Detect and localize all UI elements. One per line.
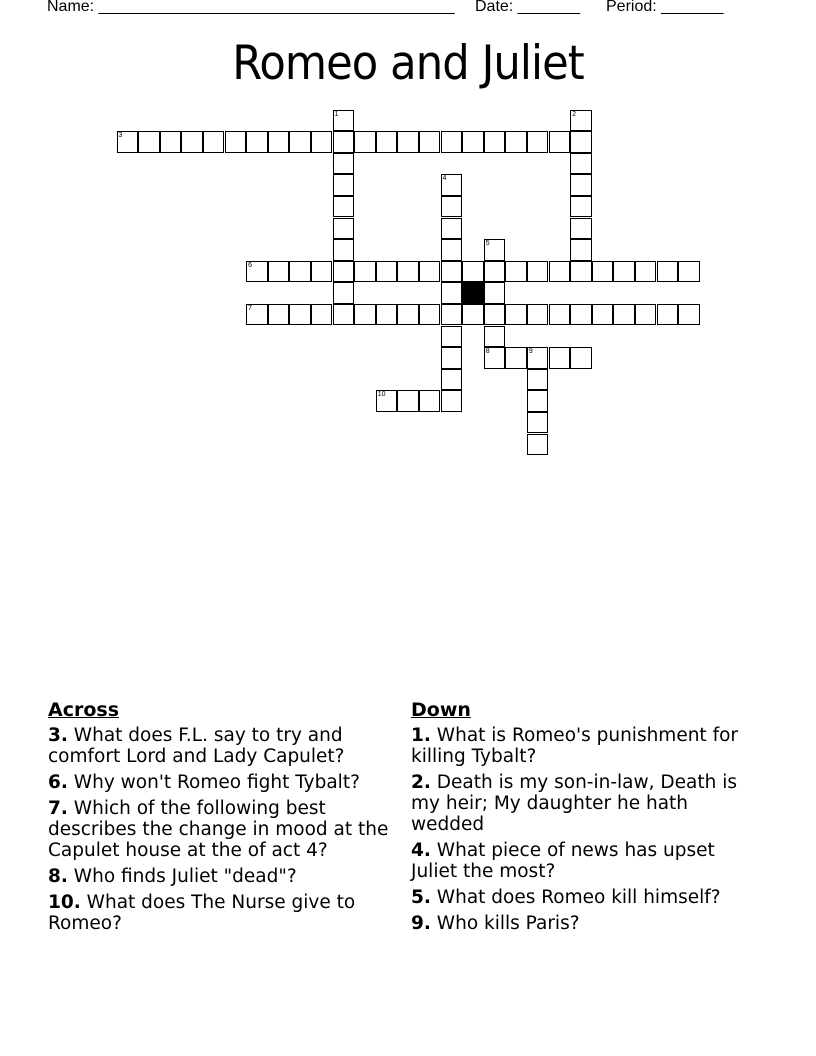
grid-cell[interactable] — [570, 110, 592, 132]
grid-cell[interactable] — [484, 326, 506, 348]
cell-number: 3 — [118, 132, 123, 140]
grid-cell[interactable] — [246, 131, 268, 153]
grid-cell[interactable] — [311, 304, 333, 326]
grid-cell[interactable] — [527, 304, 549, 326]
grid-cell[interactable] — [419, 390, 441, 412]
clue-down-1 — [411, 725, 761, 767]
grid-cell[interactable] — [570, 347, 592, 369]
grid-cell[interactable] — [441, 131, 463, 153]
grid-cell[interactable] — [657, 261, 679, 283]
clue-text: Who finds Juliet "dead"? — [73, 866, 297, 887]
grid-cell[interactable] — [484, 261, 506, 283]
grid-cell[interactable] — [635, 304, 657, 326]
grid-cell[interactable] — [441, 347, 463, 369]
clue-number: 7. — [48, 798, 68, 819]
grid-cell[interactable] — [441, 282, 463, 304]
clue-across-8 — [48, 866, 398, 887]
grid-cell[interactable] — [484, 131, 506, 153]
cell-number: 6 — [248, 261, 252, 269]
grid-cell[interactable] — [354, 261, 376, 283]
grid-cell[interactable] — [333, 239, 355, 261]
grid-cell[interactable] — [505, 347, 527, 369]
clue-down-2 — [411, 772, 761, 835]
grid-cell[interactable] — [376, 304, 398, 326]
grid-cell[interactable] — [635, 261, 657, 283]
across-heading: Across — [48, 699, 120, 721]
grid-cell[interactable] — [527, 347, 549, 369]
grid-cell[interactable] — [333, 196, 355, 218]
grid-cell[interactable] — [570, 153, 592, 175]
grid-cell[interactable] — [268, 304, 290, 326]
grid-cell[interactable] — [333, 131, 355, 153]
clue-text: What does F.L. say to try and comfort Lord and Lady Capulet? — [48, 725, 345, 767]
grid-cell[interactable] — [678, 261, 700, 283]
grid-cell[interactable] — [484, 239, 506, 261]
cell-number: 9 — [528, 348, 533, 356]
grid-cell[interactable] — [527, 412, 549, 434]
grid-cell[interactable] — [527, 261, 549, 283]
clue-number: 8. — [48, 866, 68, 887]
cell-number: 10 — [377, 391, 386, 399]
grid-cell[interactable] — [246, 304, 268, 326]
clue-number: 3. — [48, 725, 68, 746]
cell-number: 2 — [572, 110, 576, 118]
grid-cell[interactable] — [570, 131, 592, 153]
clue-text: Who kills Paris? — [436, 913, 580, 934]
clue-down-5 — [411, 887, 761, 908]
grid-cell[interactable] — [527, 390, 549, 412]
clue-across-3 — [48, 725, 398, 767]
grid-cell[interactable] — [441, 218, 463, 240]
grid-cell[interactable] — [354, 304, 376, 326]
grid-cell[interactable] — [441, 390, 463, 412]
clue-number: 10. — [48, 892, 81, 913]
grid-cell[interactable] — [505, 131, 527, 153]
grid-cell[interactable] — [397, 304, 419, 326]
clue-text: Why won't Romeo fight Tybalt? — [73, 772, 360, 793]
grid-cell[interactable] — [462, 131, 484, 153]
clue-number: 5. — [411, 887, 431, 908]
grid-cell[interactable] — [505, 304, 527, 326]
grid-cell[interactable] — [333, 304, 355, 326]
grid-cell[interactable] — [570, 304, 592, 326]
grid-cell[interactable] — [549, 261, 571, 283]
grid-cell[interactable] — [592, 304, 614, 326]
grid-cell[interactable] — [613, 261, 635, 283]
grid-cell[interactable] — [268, 261, 290, 283]
grid-cell[interactable] — [354, 131, 376, 153]
grid-cell[interactable] — [527, 434, 549, 456]
grid-cell[interactable] — [441, 261, 463, 283]
grid-cell[interactable] — [527, 131, 549, 153]
grid-cell[interactable] — [570, 239, 592, 261]
cell-number: 8 — [485, 348, 490, 356]
clue-across-10 — [48, 892, 398, 934]
cell-number: 4 — [442, 175, 447, 183]
grid-cell[interactable] — [397, 261, 419, 283]
black-cell — [462, 282, 484, 304]
grid-cell[interactable] — [203, 131, 225, 153]
grid-cell[interactable] — [289, 261, 311, 283]
cell-number: 1 — [334, 110, 339, 118]
grid-cell[interactable] — [484, 282, 506, 304]
grid-cell[interactable] — [376, 390, 398, 412]
grid-cell[interactable] — [419, 131, 441, 153]
clue-down-9 — [411, 913, 761, 934]
clue-text: What does The Nurse give to Romeo? — [48, 892, 356, 934]
cell-number: 7 — [248, 304, 252, 312]
clue-text: What does Romeo kill himself? — [436, 887, 721, 908]
grid-cell[interactable] — [333, 153, 355, 175]
grid-cell[interactable] — [441, 196, 463, 218]
grid-cell[interactable] — [117, 131, 139, 153]
grid-cell[interactable] — [289, 304, 311, 326]
clue-text: Which of the following best describes the change in mood at the Capulet house at the of act 4? — [48, 798, 389, 861]
grid-cell[interactable] — [333, 174, 355, 196]
grid-cell[interactable] — [333, 261, 355, 283]
clue-text: What piece of news has upset Juliet the most? — [411, 840, 715, 882]
grid-cell[interactable] — [376, 261, 398, 283]
grid-cell[interactable] — [462, 261, 484, 283]
grid-cell[interactable] — [333, 218, 355, 240]
grid-cell[interactable] — [441, 239, 463, 261]
grid-cell[interactable] — [570, 174, 592, 196]
grid-cell[interactable] — [549, 347, 571, 369]
grid-cell[interactable] — [246, 261, 268, 283]
grid-cell[interactable] — [419, 304, 441, 326]
grid-cell[interactable] — [484, 304, 506, 326]
clue-number: 9. — [411, 913, 431, 934]
grid-cell[interactable] — [311, 261, 333, 283]
grid-cell[interactable] — [549, 304, 571, 326]
clue-number: 4. — [411, 840, 431, 861]
grid-cell[interactable] — [333, 110, 355, 132]
grid-cell[interactable] — [484, 347, 506, 369]
page-title: Romeo and Juliet — [232, 36, 584, 91]
crossword-grid — [117, 110, 717, 470]
grid-cell[interactable] — [311, 131, 333, 153]
grid-cell[interactable] — [570, 261, 592, 283]
grid-cell[interactable] — [462, 304, 484, 326]
grid-cell[interactable] — [570, 218, 592, 240]
date-field[interactable]: Date: _______ — [475, 0, 580, 15]
grid-cell[interactable] — [527, 369, 549, 391]
clue-number: 1. — [411, 725, 431, 746]
grid-cell[interactable] — [592, 261, 614, 283]
clue-number: 2. — [411, 772, 431, 793]
grid-cell[interactable] — [505, 261, 527, 283]
grid-cell[interactable] — [181, 131, 203, 153]
period-field[interactable]: Period: _______ — [606, 0, 724, 15]
grid-cell[interactable] — [441, 326, 463, 348]
clue-text: Death is my son-in-law, Death is my heir; My daughter he hath wedded — [411, 772, 737, 835]
grid-cell[interactable] — [678, 304, 700, 326]
grid-cell[interactable] — [441, 369, 463, 391]
grid-cell[interactable] — [397, 390, 419, 412]
grid-cell[interactable] — [376, 131, 398, 153]
grid-cell[interactable] — [441, 304, 463, 326]
grid-cell[interactable] — [549, 131, 571, 153]
grid-cell[interactable] — [441, 174, 463, 196]
grid-cell[interactable] — [138, 131, 160, 153]
clue-across-6 — [48, 772, 398, 793]
grid-cell[interactable] — [225, 131, 247, 153]
grid-cell[interactable] — [613, 304, 635, 326]
grid-cell[interactable] — [419, 261, 441, 283]
grid-cell[interactable] — [397, 131, 419, 153]
grid-cell[interactable] — [333, 282, 355, 304]
grid-cell[interactable] — [289, 131, 311, 153]
across-clues — [48, 700, 398, 939]
clue-across-7 — [48, 798, 398, 861]
name-field[interactable]: Name: ________________________________________ — [47, 0, 455, 15]
grid-cell[interactable] — [570, 196, 592, 218]
grid-cell[interactable] — [268, 131, 290, 153]
clue-down-4 — [411, 840, 761, 882]
down-clues — [411, 700, 761, 939]
grid-cell[interactable] — [160, 131, 182, 153]
grid-cell[interactable] — [657, 304, 679, 326]
clue-text: What is Romeo's punishment for killing Tybalt? — [411, 725, 739, 767]
down-heading: Down — [411, 699, 471, 721]
cell-number: 5 — [485, 240, 490, 248]
clue-number: 6. — [48, 772, 68, 793]
